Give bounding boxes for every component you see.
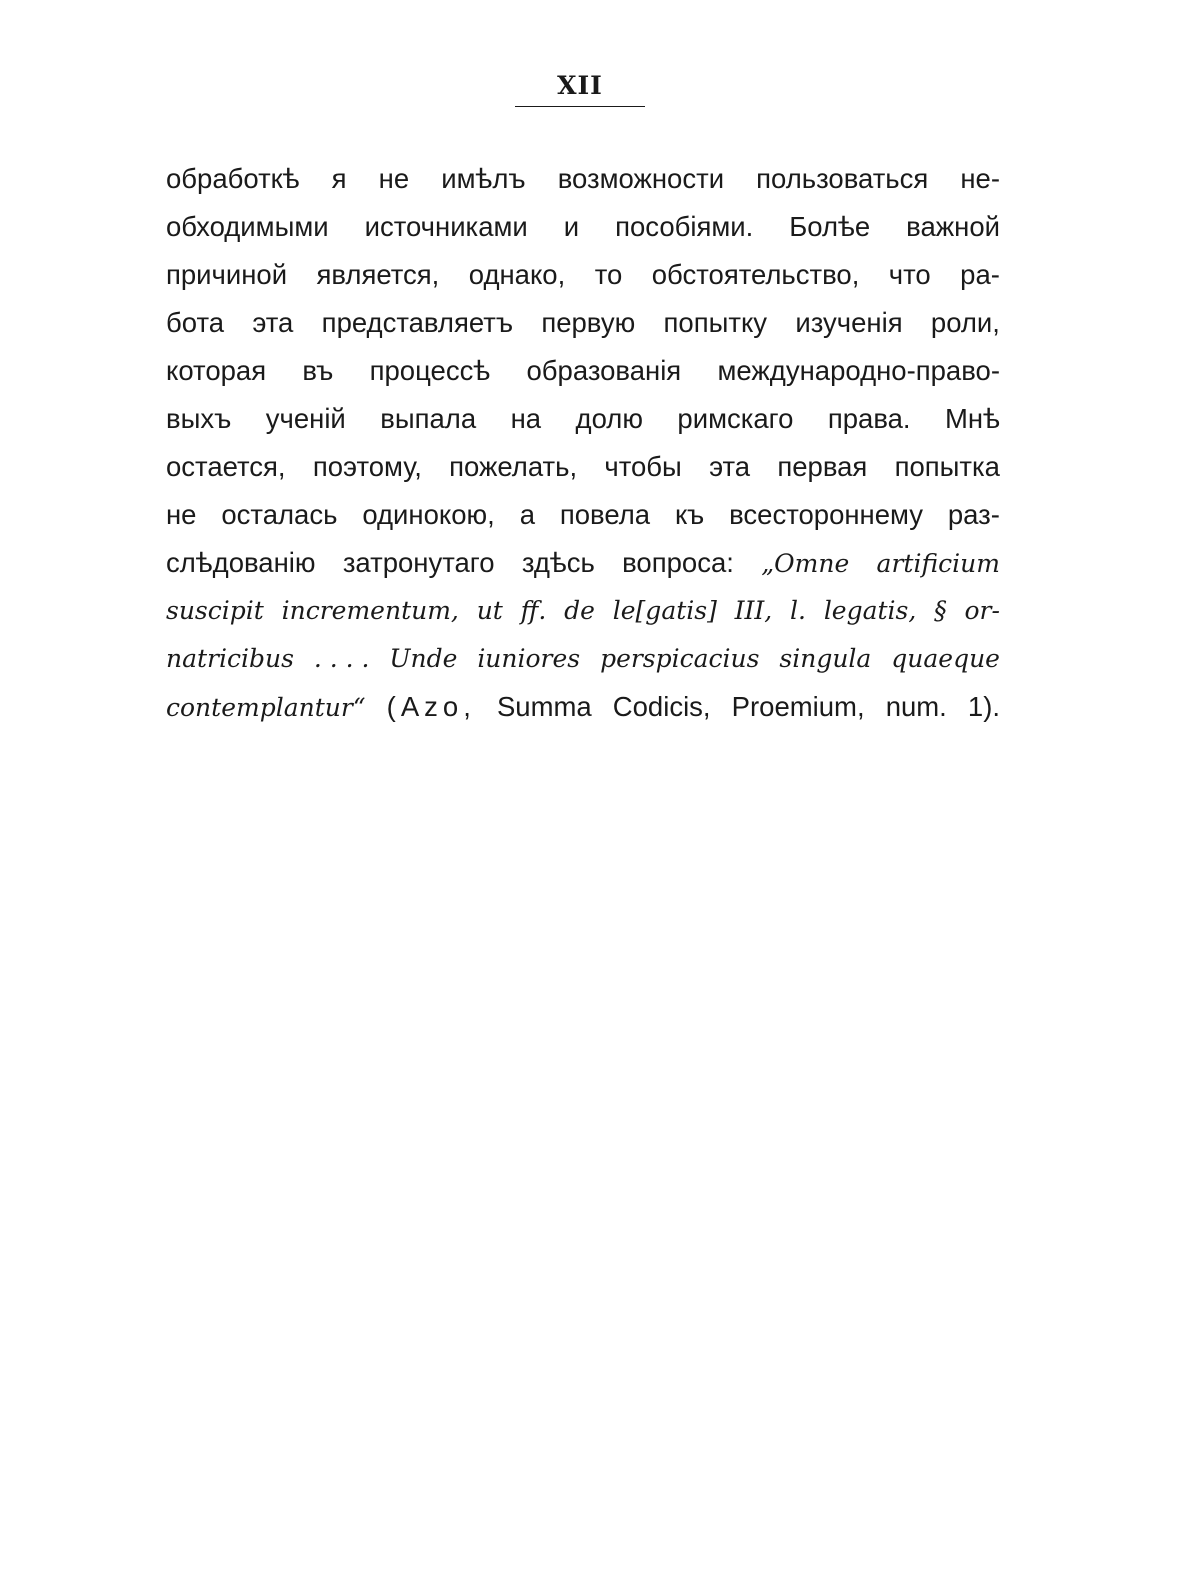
latin-quote-word: legatis, [823,596,917,625]
word: которая [166,355,267,386]
word: возможности [557,163,725,194]
word: ра- [960,259,1000,290]
word: Summa [496,691,592,722]
ellipsis: . . . . [313,644,370,673]
word: на [510,403,542,434]
word: къ [674,499,705,530]
word: образованія [526,355,682,386]
word: чтобы [604,451,682,482]
text-line [166,443,1000,491]
word: обстоятельство, [651,259,860,290]
word: Болѣе [789,211,871,242]
word: не [166,499,197,530]
latin-quote-word: ff. [520,596,547,625]
word: процессѣ [369,355,491,386]
latin-quote-word: § [934,596,947,625]
text-line [166,395,1000,443]
word: эта [252,307,294,338]
word: остается, [166,451,286,482]
latin-quote-word: de [564,596,595,625]
word: пользоваться [756,163,929,194]
page-number-rule [515,106,645,107]
word: важной [906,211,1000,242]
word: источниками [364,211,528,242]
citation-author: (Azo, [386,691,476,722]
word: ученій [265,403,346,434]
word: то [594,259,623,290]
word: не- [960,163,1000,194]
word: представляетъ [321,307,514,338]
word: всестороннему [729,499,923,530]
word: слѣдованію [166,547,316,578]
text-line [166,299,1000,347]
text-line [166,635,1000,683]
text-line [166,251,1000,299]
latin-quote-word: contemplantur“ [166,693,366,722]
word: Codicis, [612,691,711,722]
latin-quote-word: suscipit [166,596,264,625]
word: повела [559,499,651,530]
word: первая [777,451,868,482]
latin-quote-word: III, [734,596,773,625]
word: обработкѣ [166,163,300,194]
word: пожелать, [449,451,578,482]
latin-quote-word: or- [964,596,1000,625]
latin-quote-word: ut [476,596,503,625]
text-line [166,347,1000,395]
word: раз- [947,499,1000,530]
word: и [563,211,580,242]
word: num. [885,691,947,722]
latin-quote-word: iuniores [477,644,581,673]
word: 1). [967,691,1000,722]
word: здѣсь [521,547,595,578]
word: Proemium, [731,691,865,722]
word: я [331,163,347,194]
word: причиной [166,259,288,290]
latin-quote-word: incrementum, [281,596,459,625]
word: первую [541,307,636,338]
latin-quote-word: l. [790,596,806,625]
word: попытка [894,451,1000,482]
latin-quote-word: natricibus [166,644,294,673]
word: выхъ [166,403,232,434]
text-line [166,683,1000,731]
word: роли, [930,307,1000,338]
latin-quote-word: quaeque [891,644,1000,673]
word: имѣлъ [441,163,526,194]
word: поэтому, [312,451,422,482]
latin-quote-word: Unde [389,644,458,673]
word: осталась [221,499,338,530]
text-line [166,203,1000,251]
latin-quote-word: singula [779,644,872,673]
word: а [519,499,535,530]
word: долю [575,403,643,434]
text-line [166,155,1000,203]
word: одинокою, [362,499,495,530]
word: однако, [468,259,566,290]
word: пособіями. [615,211,754,242]
word: эта [709,451,751,482]
word: затронутаго [342,547,495,578]
latin-quote-word: perspicacius [600,644,760,673]
word: римскаго [677,403,794,434]
word: что [888,259,931,290]
word: вопроса: [622,547,734,578]
latin-quote-word: „Omne [761,549,850,578]
word: въ [302,355,334,386]
word: выпала [380,403,477,434]
word: права. [827,403,911,434]
body-text [166,155,1000,731]
word: является, [316,259,440,290]
word: международно-право- [717,355,1000,386]
word: бота [166,307,225,338]
latin-quote-word: artificium [876,549,1000,578]
latin-quote-word: le[gatis] [612,596,717,625]
page-number: XII [557,71,603,100]
text-line [166,491,1000,539]
text-line [166,539,1000,587]
text-line [166,587,1000,635]
word: обходимыми [166,211,329,242]
word: Мнѣ [945,403,1000,434]
word: не [378,163,410,194]
word: попытку [663,307,768,338]
word: изученія [795,307,903,338]
